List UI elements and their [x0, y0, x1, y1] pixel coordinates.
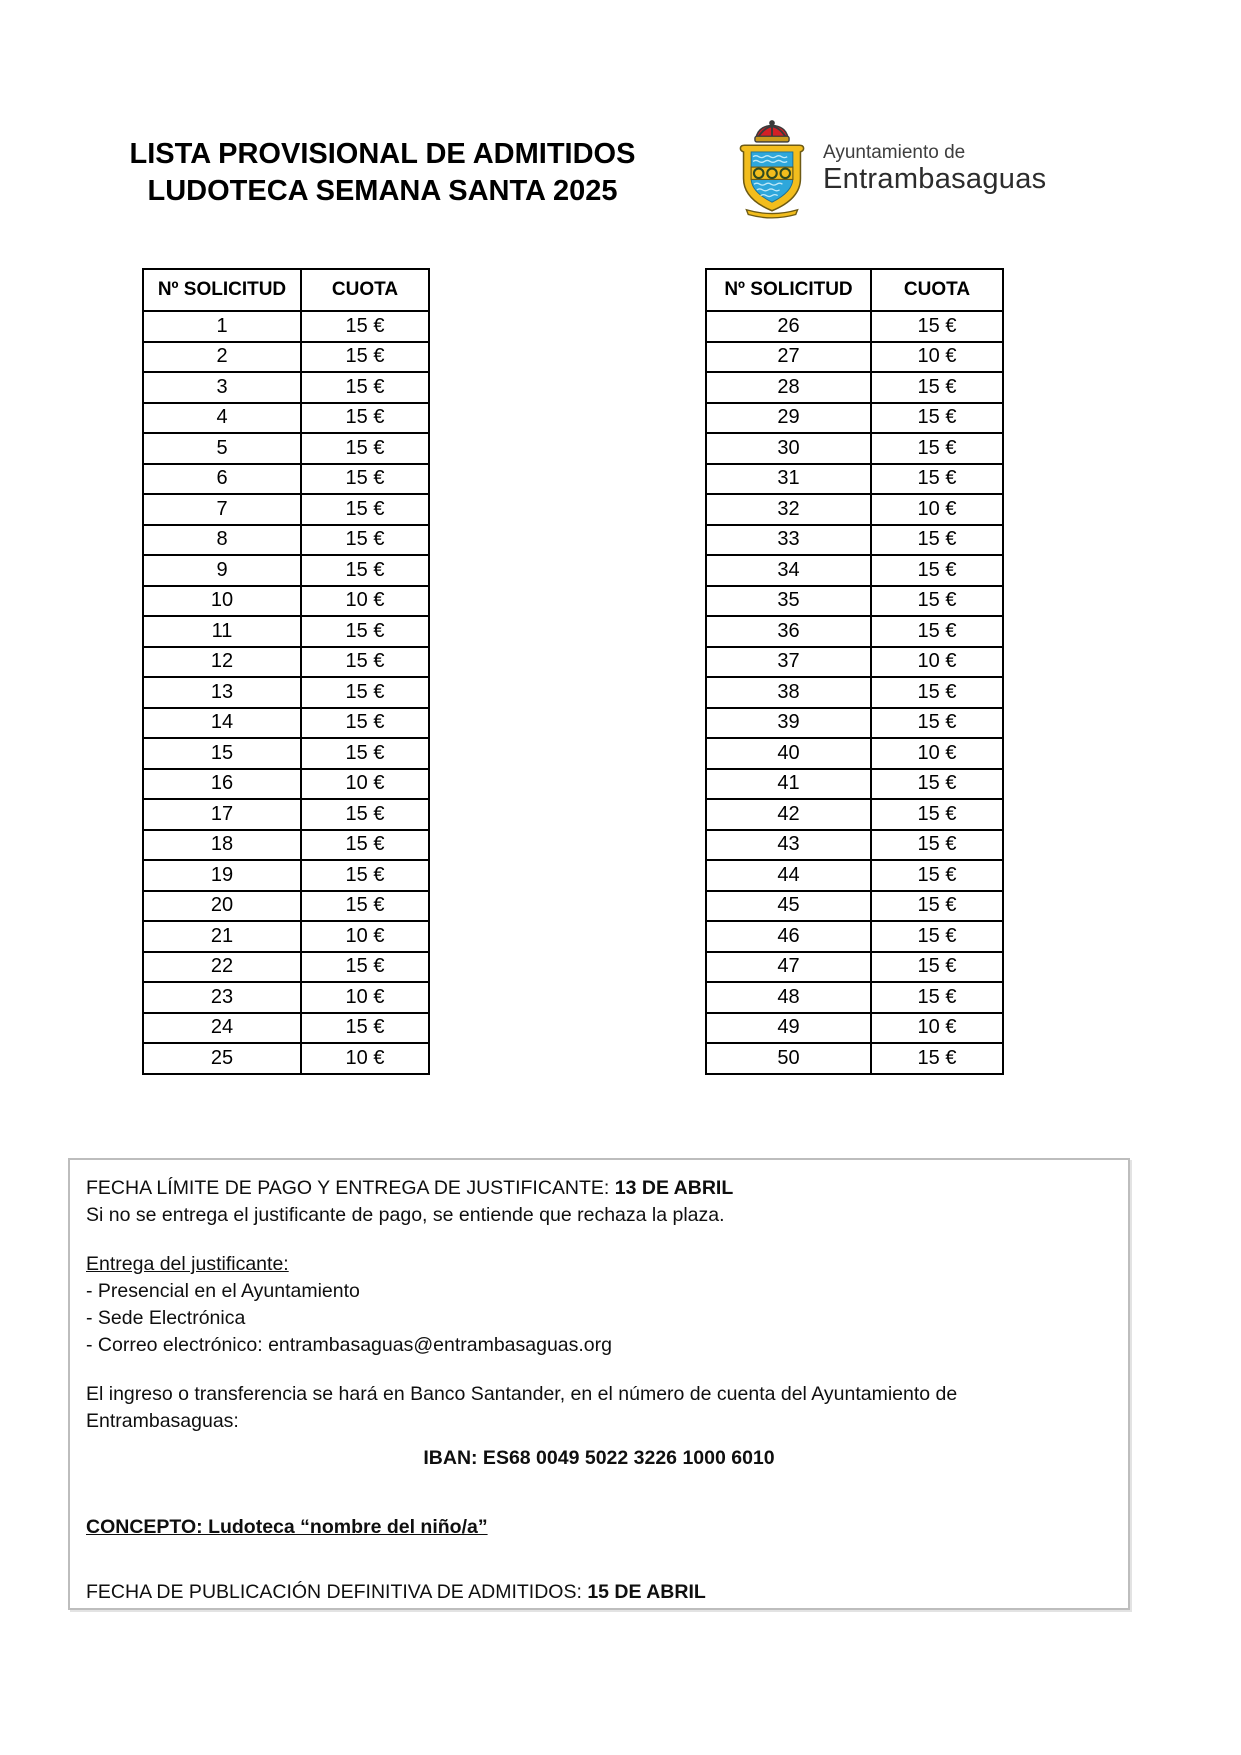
payment-deadline-value: 13 DE ABRIL [614, 1177, 734, 1199]
cuota-cell: 10 € [301, 769, 429, 800]
solicitud-header: Nº SOLICITUD [706, 269, 871, 311]
table-row [706, 891, 1003, 922]
table-row [706, 494, 1003, 525]
cuota-cell: 15 € [301, 372, 429, 403]
table-row [143, 647, 429, 678]
solicitud-cell: 39 [706, 708, 871, 739]
logo [735, 118, 1046, 220]
solicitud-cell: 36 [706, 616, 871, 647]
solicitud-cell: 47 [706, 952, 871, 983]
publication-date-value: 15 DE ABRIL [587, 1581, 706, 1603]
cuota-cell: 15 € [301, 891, 429, 922]
table-row [706, 860, 1003, 891]
table-row [706, 311, 1003, 342]
cuota-cell: 15 € [301, 616, 429, 647]
table-row [706, 830, 1003, 861]
table-row [143, 433, 429, 464]
solicitud-cell: 45 [706, 891, 871, 922]
solicitud-cell: 7 [143, 494, 301, 525]
cuota-cell: 15 € [871, 677, 1003, 708]
cuota-cell: 15 € [871, 830, 1003, 861]
solicitud-cell: 43 [706, 830, 871, 861]
table-row [143, 586, 429, 617]
solicitud-cell: 46 [706, 921, 871, 952]
table-row [143, 403, 429, 434]
solicitud-cell: 17 [143, 799, 301, 830]
admitted-table-right [705, 268, 1004, 1075]
cuota-cell: 15 € [301, 738, 429, 769]
cuota-cell: 15 € [301, 403, 429, 434]
solicitud-cell: 11 [143, 616, 301, 647]
table-row [706, 555, 1003, 586]
table-row [706, 769, 1003, 800]
solicitud-cell: 37 [706, 647, 871, 678]
delivery-option-presencial: - Presencial en el Ayuntamiento [86, 1280, 360, 1302]
solicitud-cell: 26 [706, 311, 871, 342]
solicitud-cell: 27 [706, 342, 871, 373]
cuota-cell: 10 € [301, 586, 429, 617]
table-row [143, 1013, 429, 1044]
table-row [706, 372, 1003, 403]
solicitud-cell: 34 [706, 555, 871, 586]
table-row [143, 1043, 429, 1074]
cuota-cell: 15 € [301, 433, 429, 464]
cuota-cell: 15 € [301, 708, 429, 739]
delivery-option-sede-electronica: - Sede Electrónica [86, 1307, 246, 1329]
cuota-cell: 10 € [871, 494, 1003, 525]
cuota-cell: 15 € [871, 372, 1003, 403]
payment-info-box [68, 1158, 1130, 1610]
solicitud-cell: 33 [706, 525, 871, 556]
table-row [706, 982, 1003, 1013]
table-row [706, 586, 1003, 617]
solicitud-cell: 28 [706, 372, 871, 403]
table-row [706, 647, 1003, 678]
table-row [143, 769, 429, 800]
cuota-header: CUOTA [301, 269, 429, 311]
cuota-cell: 15 € [301, 830, 429, 861]
table-row [143, 860, 429, 891]
solicitud-cell: 41 [706, 769, 871, 800]
table-row [143, 738, 429, 769]
solicitud-cell: 25 [143, 1043, 301, 1074]
coat-of-arms-icon [735, 118, 809, 220]
cuota-cell: 15 € [301, 952, 429, 983]
cuota-cell: 10 € [301, 1043, 429, 1074]
cuota-cell: 10 € [871, 342, 1003, 373]
table-row [143, 494, 429, 525]
solicitud-cell: 16 [143, 769, 301, 800]
cuota-cell: 15 € [301, 1013, 429, 1044]
table-row [706, 403, 1003, 434]
table-row [706, 433, 1003, 464]
admitted-table-left [142, 268, 430, 1075]
iban-line: IBAN: ES68 0049 5022 3226 1000 6010 [423, 1447, 775, 1469]
solicitud-cell: 1 [143, 311, 301, 342]
solicitud-cell: 50 [706, 1043, 871, 1074]
page-title [110, 136, 655, 210]
cuota-cell: 15 € [871, 555, 1003, 586]
solicitud-header: Nº SOLICITUD [143, 269, 301, 311]
solicitud-cell: 12 [143, 647, 301, 678]
table-row [706, 708, 1003, 739]
cuota-cell: 15 € [871, 708, 1003, 739]
payment-deadline-label: FECHA LÍMITE DE PAGO Y ENTREGA DE JUSTIFICANTE: [86, 1177, 615, 1199]
cuota-cell: 15 € [871, 982, 1003, 1013]
cuota-cell: 15 € [871, 403, 1003, 434]
no-receipt-note: Si no se entrega el justificante de pago, se entiende que rechaza la plaza. [86, 1204, 725, 1226]
cuota-cell: 15 € [871, 433, 1003, 464]
solicitud-cell: 13 [143, 677, 301, 708]
cuota-cell: 10 € [301, 921, 429, 952]
solicitud-cell: 8 [143, 525, 301, 556]
cuota-cell: 15 € [301, 555, 429, 586]
delivery-option-email: - Correo electrónico: entrambasaguas@entrambasaguas.org [86, 1334, 612, 1356]
table-header-row [143, 269, 429, 311]
solicitud-cell: 31 [706, 464, 871, 495]
transfer-info: El ingreso o transferencia se hará en Banco Santander, en el número de cuenta del Ayuntamiento de Entrambasaguas: [86, 1383, 958, 1432]
cuota-cell: 15 € [301, 677, 429, 708]
solicitud-cell: 48 [706, 982, 871, 1013]
solicitud-cell: 2 [143, 342, 301, 373]
cuota-cell: 15 € [871, 525, 1003, 556]
delivery-heading: Entrega del justificante: [86, 1253, 289, 1275]
table-row [706, 952, 1003, 983]
solicitud-cell: 42 [706, 799, 871, 830]
cuota-cell: 15 € [301, 311, 429, 342]
table-row [706, 1043, 1003, 1074]
solicitud-cell: 35 [706, 586, 871, 617]
cuota-cell: 15 € [301, 647, 429, 678]
table-row [706, 921, 1003, 952]
table-row [143, 799, 429, 830]
cuota-cell: 15 € [301, 860, 429, 891]
solicitud-cell: 20 [143, 891, 301, 922]
cuota-cell: 15 € [871, 1043, 1003, 1074]
solicitud-cell: 40 [706, 738, 871, 769]
solicitud-cell: 4 [143, 403, 301, 434]
solicitud-cell: 15 [143, 738, 301, 769]
table-row [143, 525, 429, 556]
cuota-cell: 15 € [871, 921, 1003, 952]
cuota-cell: 15 € [301, 342, 429, 373]
solicitud-cell: 10 [143, 586, 301, 617]
org-name-large: Entrambasaguas [823, 163, 1047, 195]
payment-deadline-line [86, 1175, 1112, 1202]
cuota-cell: 15 € [301, 464, 429, 495]
table-row [143, 342, 429, 373]
table-row [143, 952, 429, 983]
solicitud-cell: 19 [143, 860, 301, 891]
table-row [706, 677, 1003, 708]
solicitud-cell: 22 [143, 952, 301, 983]
title-line-1: LISTA PROVISIONAL DE ADMITIDOS [129, 138, 636, 170]
cuota-cell: 15 € [301, 799, 429, 830]
solicitud-cell: 23 [143, 982, 301, 1013]
cuota-cell: 15 € [871, 952, 1003, 983]
cuota-cell: 15 € [871, 586, 1003, 617]
table-row [706, 799, 1003, 830]
solicitud-cell: 32 [706, 494, 871, 525]
title-line-2: LUDOTECA SEMANA SANTA 2025 [147, 175, 618, 207]
cuota-cell: 15 € [871, 311, 1003, 342]
table-row [706, 342, 1003, 373]
table-row [143, 372, 429, 403]
publication-date-label: FECHA DE PUBLICACIÓN DEFINITIVA DE ADMITIDOS: [86, 1581, 588, 1603]
solicitud-cell: 9 [143, 555, 301, 586]
solicitud-cell: 18 [143, 830, 301, 861]
table-row [143, 464, 429, 495]
cuota-header: CUOTA [871, 269, 1003, 311]
table-row [706, 616, 1003, 647]
table-header-row [706, 269, 1003, 311]
table-row [143, 677, 429, 708]
cuota-cell: 10 € [871, 1013, 1003, 1044]
solicitud-cell: 24 [143, 1013, 301, 1044]
table-row [706, 525, 1003, 556]
table-row [143, 311, 429, 342]
concepto-line: CONCEPTO: Ludoteca “nombre del niño/a” [86, 1516, 488, 1538]
solicitud-cell: 14 [143, 708, 301, 739]
table-row [143, 891, 429, 922]
table-row [143, 616, 429, 647]
publication-date-line [86, 1579, 1112, 1606]
table-row [143, 982, 429, 1013]
solicitud-cell: 30 [706, 433, 871, 464]
logo-text [823, 118, 1046, 195]
table-row [143, 708, 429, 739]
solicitud-cell: 6 [143, 464, 301, 495]
solicitud-cell: 44 [706, 860, 871, 891]
cuota-cell: 15 € [871, 860, 1003, 891]
table-row [143, 921, 429, 952]
solicitud-cell: 21 [143, 921, 301, 952]
cuota-cell: 15 € [301, 525, 429, 556]
cuota-cell: 15 € [301, 494, 429, 525]
org-name-small: Ayuntamiento de [823, 142, 966, 163]
solicitud-cell: 29 [706, 403, 871, 434]
cuota-cell: 15 € [871, 464, 1003, 495]
cuota-cell: 10 € [871, 738, 1003, 769]
cuota-cell: 10 € [301, 982, 429, 1013]
solicitud-cell: 3 [143, 372, 301, 403]
table-row [143, 555, 429, 586]
cuota-cell: 15 € [871, 769, 1003, 800]
solicitud-cell: 38 [706, 677, 871, 708]
cuota-cell: 10 € [871, 647, 1003, 678]
table-row [143, 830, 429, 861]
solicitud-cell: 49 [706, 1013, 871, 1044]
solicitud-cell: 5 [143, 433, 301, 464]
table-row [706, 738, 1003, 769]
table-row [706, 1013, 1003, 1044]
cuota-cell: 15 € [871, 799, 1003, 830]
cuota-cell: 15 € [871, 891, 1003, 922]
cuota-cell: 15 € [871, 616, 1003, 647]
table-row [706, 464, 1003, 495]
